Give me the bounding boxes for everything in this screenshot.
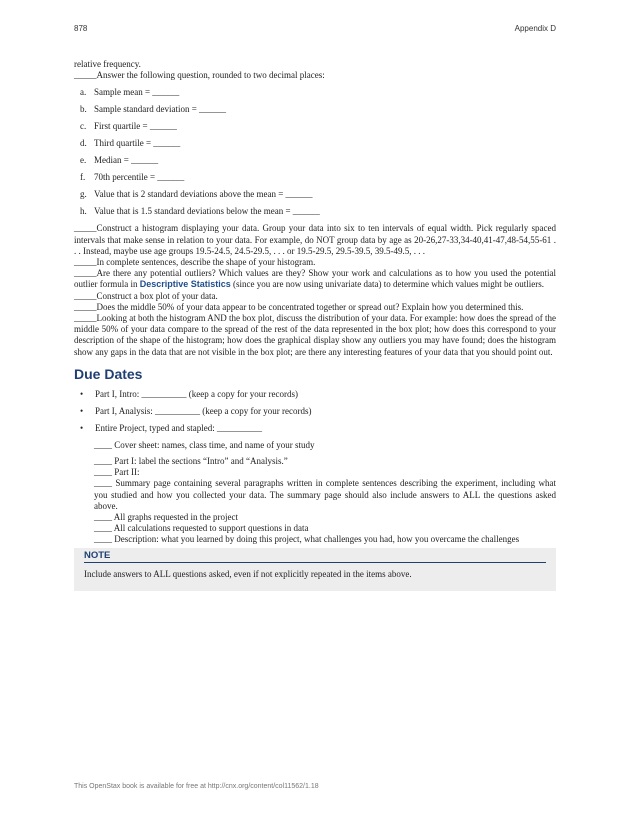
checklist-item: ____ Summary page containing several paragraphs written in complete sentences describing the experiment, including what you studied and how you collected your data. The summary page should also include answers to ALL the questions asked above. xyxy=(94,478,556,511)
due-dates-list xyxy=(74,389,556,434)
item-text: First quartile = ______ xyxy=(94,121,177,132)
checklist-item: ____ All calculations requested to support questions in data xyxy=(94,523,309,534)
bullet-text: Entire Project, typed and stapled: __________ xyxy=(95,422,262,433)
task-both: _____Looking at both the histogram AND the box plot, discuss the distribution of your data. For example: how does the spread of the middle 50% of your data compare to the spread of the rest of the data represented in the box plot; how does this correspond to your description of the shape of the histogram; how does the graphical display show any outliers you may have found; does the histogram show any gaps in the data that are not visible in the box plot; are there any interesting features of your data that you should point out. xyxy=(74,313,556,357)
item-letter: g. xyxy=(80,189,87,200)
note-title: NOTE xyxy=(84,550,546,563)
item-text: 70th percentile = ______ xyxy=(94,172,185,183)
question-prompt: _____Answer the following question, rounded to two decimal places: xyxy=(74,70,325,81)
list-item xyxy=(80,138,556,149)
item-letter: b. xyxy=(80,104,87,115)
note-box xyxy=(74,548,556,591)
task-boxplot: _____Construct a box plot of your data. xyxy=(74,290,218,301)
item-letter: d. xyxy=(80,138,87,149)
bullet-text: Part I, Intro: __________ (keep a copy for your records) xyxy=(95,388,298,399)
item-letter: h. xyxy=(80,206,87,217)
list-item xyxy=(80,189,556,200)
note-text: Include answers to ALL questions asked, even if not explicitly repeated in the items above. xyxy=(84,568,412,579)
question-list xyxy=(74,87,556,217)
list-item xyxy=(80,87,556,98)
checklist-item: ____ Description: what you learned by doing this project, what challenges you had, how you overcame the challenges xyxy=(94,534,520,545)
task-outliers-text: _____Are there any potential outliers? Which values are they? Show your work and calculations as to how you used the potential outlier formula in xyxy=(74,268,556,290)
bullet-icon: • xyxy=(80,388,84,399)
item-text: Third quartile = ______ xyxy=(94,138,181,149)
project-checklist xyxy=(94,440,556,546)
descriptive-statistics-link[interactable]: Descriptive Statistics xyxy=(139,279,231,290)
list-item xyxy=(80,206,556,217)
page-number: 878 xyxy=(74,24,88,33)
checklist-item: ____ All graphs requested in the project xyxy=(94,512,238,523)
item-text: Value that is 2 standard deviations above the mean = ______ xyxy=(94,189,313,200)
task-outliers-text-end: (since you are now using univariate data) to determine which values might be outliers. xyxy=(230,279,544,290)
list-item xyxy=(80,121,556,132)
item-text: Sample standard deviation = ______ xyxy=(94,104,227,115)
task-middle: _____Does the middle 50% of your data appear to be concentrated together or spread out? Explain how you determined this. xyxy=(74,301,524,312)
list-item xyxy=(80,389,556,400)
item-text: Value that is 1.5 standard deviations below the mean = ______ xyxy=(94,206,320,217)
list-item xyxy=(80,423,556,434)
due-dates-heading: Due Dates xyxy=(74,365,143,382)
footer-text: This OpenStax book is available for free at http://cnx.org/content/col11562/1.18 xyxy=(74,783,319,790)
task-outliers xyxy=(74,268,556,290)
list-item xyxy=(80,104,556,115)
task-histogram: _____Construct a histogram displaying your data. Group your data into six to ten intervals of equal width. Pick regularly spaced intervals that make sense in relation to your data. For example, do NOT group data by age as 20-26,27-33,34-40,41-47,48-54,55-61 . . . Instead, maybe use age groups 19.5-24.5, 24.5-29.5, . . . or 19.5-29.5, 29.5-39.5, 39.5-49.5, . . . xyxy=(74,223,556,256)
checklist-item: ____ Part I: label the sections “Intro” and “Analysis.” xyxy=(94,456,288,467)
bullet-icon: • xyxy=(80,422,84,433)
checklist-item: ____ Cover sheet: names, class time, and name of your study xyxy=(94,439,315,450)
intro-line: relative frequency. xyxy=(74,59,141,69)
list-item xyxy=(80,155,556,166)
appendix-label: Appendix D xyxy=(514,24,556,33)
item-letter: a. xyxy=(80,87,87,98)
list-item xyxy=(80,172,556,183)
item-letter: c. xyxy=(80,121,87,132)
list-item xyxy=(80,406,556,417)
item-letter: e. xyxy=(80,155,87,166)
item-letter: f. xyxy=(80,172,86,183)
bullet-icon: • xyxy=(80,405,84,416)
checklist-item: ____ Part II: xyxy=(94,467,140,478)
item-text: Sample mean = ______ xyxy=(94,87,180,98)
page-content xyxy=(74,59,556,591)
bullet-text: Part I, Analysis: __________ (keep a copy for your records) xyxy=(95,405,312,416)
task-shape: _____In complete sentences, describe the shape of your histogram. xyxy=(74,257,316,268)
item-text: Median = ______ xyxy=(94,155,159,166)
